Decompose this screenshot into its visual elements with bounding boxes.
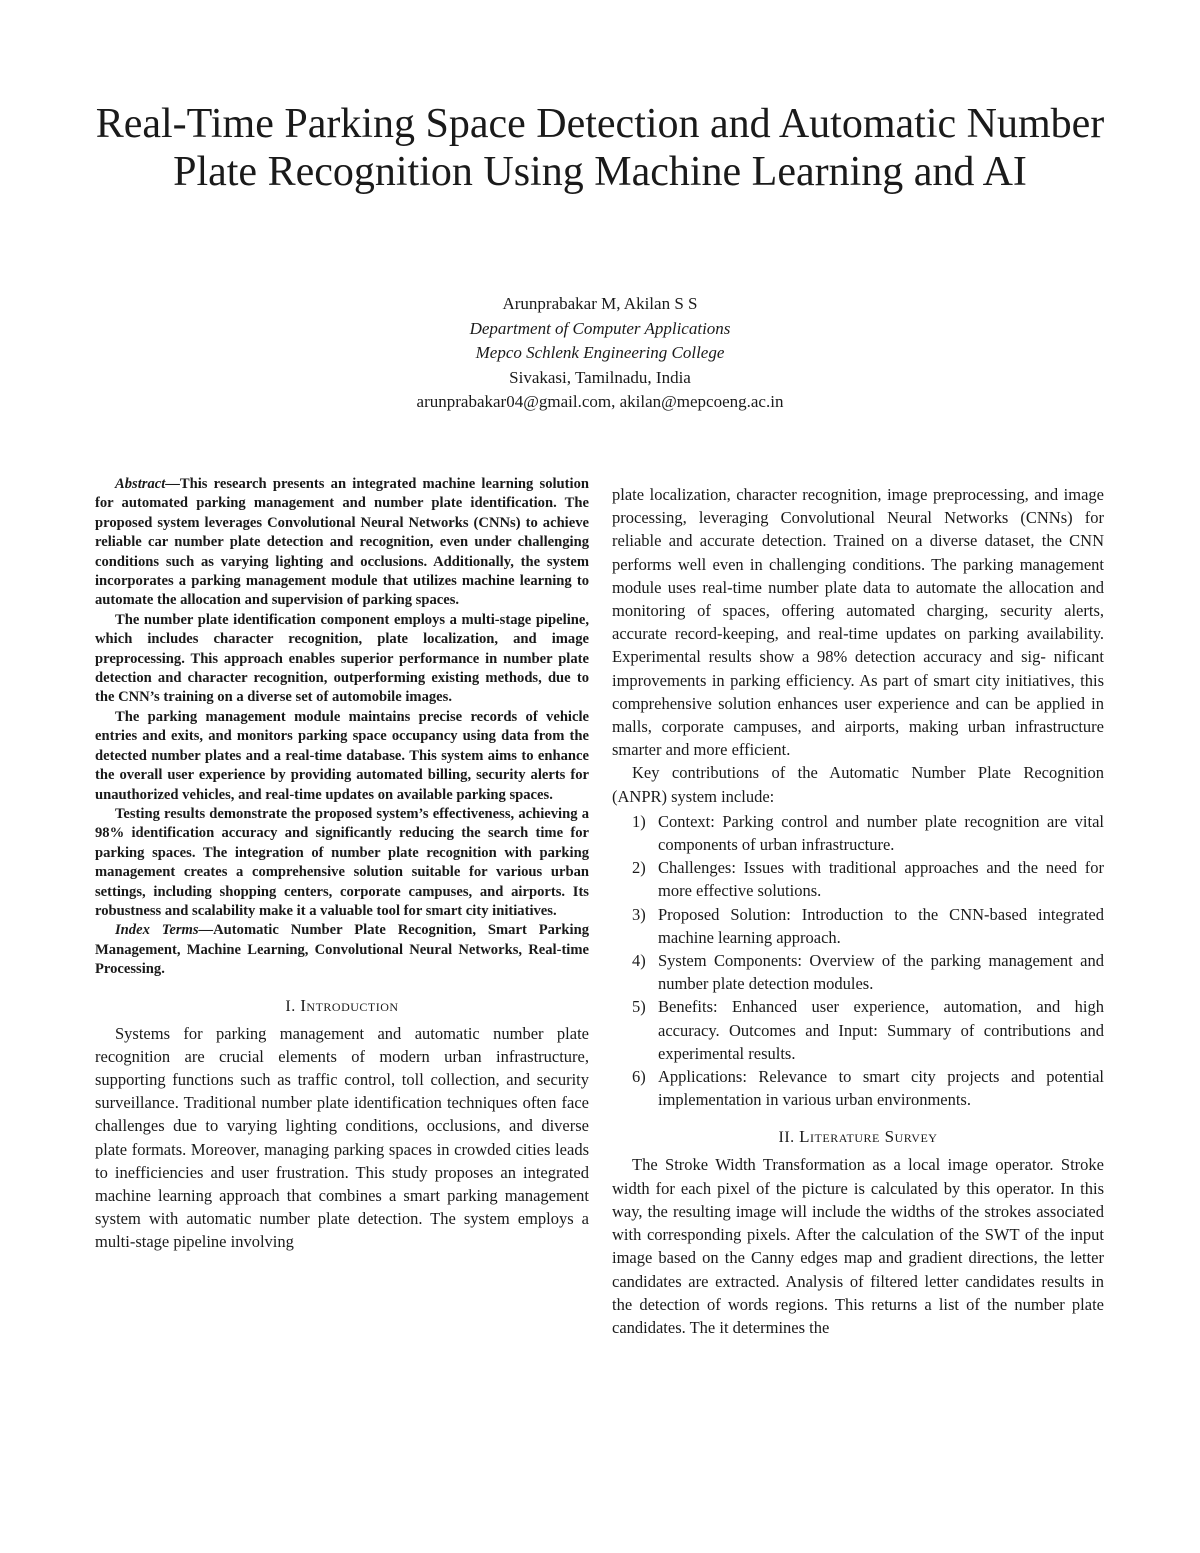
abstract-paragraph-4: Testing results demonstrate the proposed system’s effectiveness, achieving a 98% identification accuracy and significantly reducing the search time for parking spaces. The integration of number plate recognition with parking management creates a comprehensive solution suitable for various urban settings, including shopping centers, corporate campuses, and airports. Its robustness and scalability make it a valuable tool for smart city initiatives. — [95, 805, 589, 919]
index-terms — [95, 921, 589, 979]
abstract-paragraph-3: The parking management module maintains precise records of vehicle entries and exits, and monitors parking space occupancy using data from the detected number plates and a real-time database. This system aims to enhance the overall user experience by providing automated billing, security alerts for unauthorized vehicles, and real-time updates on available parking spaces. — [95, 708, 589, 803]
list-item — [632, 949, 1104, 995]
list-item-number: 2) — [632, 858, 646, 878]
list-item — [632, 903, 1104, 949]
list-item-text: Applications: Relevance to smart city projects and potential implementation in various urban environments. — [658, 1067, 1104, 1110]
abstract-paragraph-2: The number plate identification component employs a multi-stage pipeline, which includes character recognition, plate localization, and image preprocessing. This approach enables superior performance in number plate detection and character recognition, outperforming existing methods, due to the CNN’s training on a diverse set of automobile images. — [95, 611, 589, 706]
section-title: Introduction — [300, 995, 399, 1015]
list-item — [632, 995, 1104, 1065]
abstract-text-1: This research presents an integrated machine learning solution for automated parking management and number plate identification. The proposed system leverages Convolutional Neural Networks (CNNs) to achieve reliable car number plate detection and recognition, even under challenging conditions such as varying lighting and occlusions. Additionally, the system incorporates a parking management module that utilizes machine learning to automate the allocation and supervision of parking spaces. — [95, 476, 589, 609]
list-item — [632, 856, 1104, 902]
index-terms-text: Automatic Number Plate Recognition, Smart Parking Management, Machine Learning, Convolutional Neural Networks, Real-time Processing. — [95, 922, 589, 978]
abstract-dash: — — [165, 476, 180, 492]
list-item-number: 4) — [632, 951, 646, 971]
section-heading-introduction — [95, 996, 589, 1016]
author-location: Sivakasi, Tamilnadu, India — [509, 367, 691, 387]
list-item-text: Benefits: Enhanced user experience, automation, and high accuracy. Outcomes and Input: Summary of contributions and experimental results. — [658, 997, 1104, 1063]
abstract-label: Abstract — [115, 476, 166, 492]
literature-survey-paragraph: The Stroke Width Transformation as a local image operator. Stroke width for each pixel of the picture is calculated by this operator. In this way, the resulting image will include the widths of the strokes associated with corresponding pixels. After the calculation of the SWT of the input image based on the Canny edges map and gradient directions, the letter candidates are extracted. Analysis of filtered letter candidates results in the detection of words regions. This returns a list of the number plate candidates. The it determines the — [612, 1155, 1104, 1337]
section-numeral: II. — [778, 1129, 795, 1147]
list-item — [632, 810, 1104, 856]
list-item-text: Challenges: Issues with traditional approaches and the need for more effective solutions. — [658, 858, 1104, 901]
contributions-intro: Key contributions of the Automatic Number Plate Recognition (ANPR) system include: — [612, 763, 1104, 806]
abstract-paragraph-1 — [95, 475, 589, 611]
list-item-text: Context: Parking control and number plate recognition are vital components of urban infrastructure. — [658, 811, 1104, 855]
index-terms-label: Index Terms — [115, 922, 199, 939]
list-item-text: Proposed Solution: Introduction to the CNN-based integrated machine learning approach. — [658, 904, 1104, 947]
section-heading-literature-survey — [612, 1127, 1104, 1147]
author-department: Department of Computer Applications — [469, 318, 731, 338]
section-title: Literature Survey — [799, 1127, 938, 1147]
abstract — [95, 475, 589, 980]
list-item — [632, 1065, 1104, 1111]
paper-title: Real-Time Parking Space Detection and Automatic Number Plate Recognition Using Machine Learning and AI — [95, 101, 1105, 195]
list-item-number: 3) — [632, 904, 646, 924]
author-block — [100, 292, 1100, 415]
left-column — [95, 475, 589, 1254]
contributions-list — [612, 810, 1104, 1112]
introduction-continued-paragraph: plate localization, character recognition, image preprocessing, and image processing, leveraging Convolutional Neural Networks (CNNs) for reliable and accurate detection. Trained on a diverse dataset, the CNN performs well even in challenging conditions. The parking management module uses real-time number plate data to automate the allocation and monitoring of spaces, offering automated charging, security alerts, accurate record-keeping, and real-time updates on parking availability. Experimental results show a 98% detection accuracy and sig- nificant improvements in parking efficiency. As part of smart city initiatives, this comprehensive solution enhances user experience and can be applied in malls, corporate campuses, and airports, making urban infrastructure smarter and more efficient. — [612, 485, 1104, 760]
list-item-number: 6) — [632, 1067, 646, 1087]
author-names: Arunprabakar M, Akilan S S — [502, 294, 698, 313]
list-item-number: 1) — [632, 811, 646, 831]
right-column — [612, 483, 1104, 1339]
index-terms-dash: — — [198, 922, 214, 939]
introduction-paragraph: Systems for parking management and automatic number plate recognition are crucial elements of modern urban infrastructure, supporting functions such as traffic control, toll collection, and security surveillance. Traditional number plate identification techniques often face challenges due to varying lighting conditions, occlusions, and diverse plate formats. Moreover, managing parking spaces in crowded cities leads to inefficiencies and user frustration. This study proposes an integrated machine learning approach that combines a smart parking management system with automatic number plate detection. The system employs a multi-stage pipeline involving — [95, 1023, 589, 1252]
author-emails: arunprabakar04@gmail.com, akilan@mepcoeng.ac.in — [416, 392, 784, 411]
section-numeral: I. — [285, 997, 296, 1015]
list-item-text: System Components: Overview of the parking management and number plate detection modules. — [658, 951, 1104, 994]
author-college: Mepco Schlenk Engineering College — [475, 343, 725, 362]
list-item-number: 5) — [632, 997, 646, 1017]
